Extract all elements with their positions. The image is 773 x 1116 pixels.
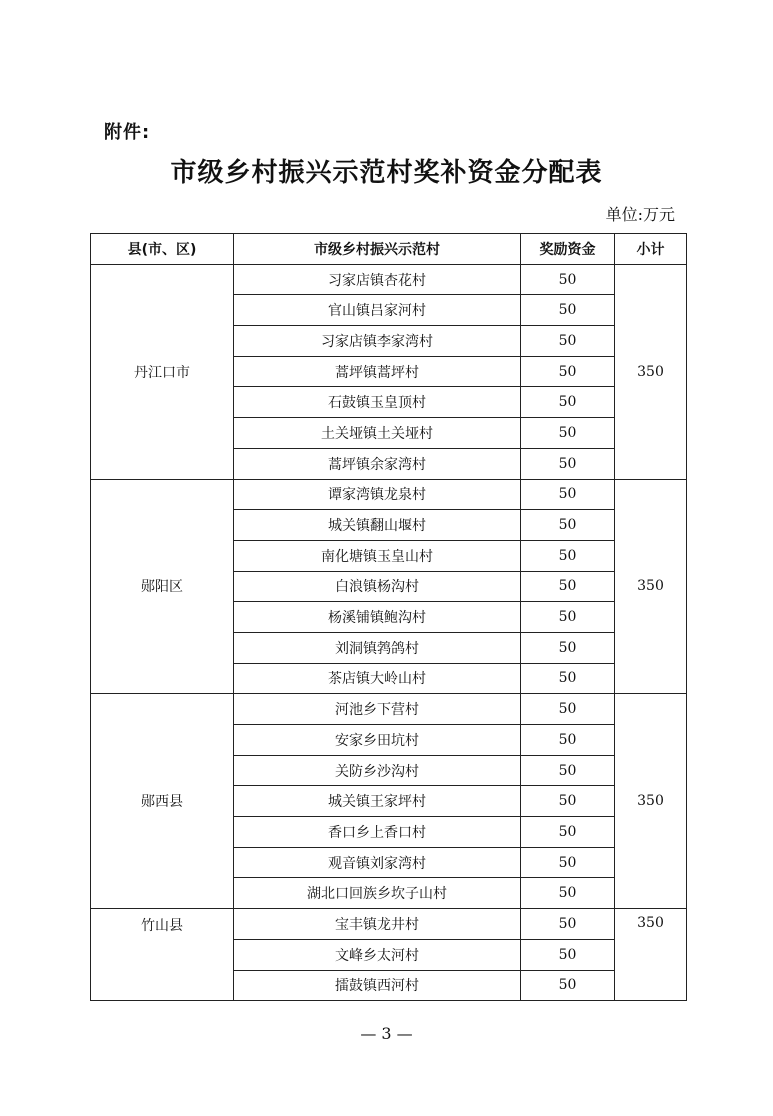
award-cell: 50: [521, 540, 615, 571]
award-cell: 50: [521, 878, 615, 909]
county-cell: 丹江口市: [91, 264, 234, 479]
village-cell: 湖北口回族乡坎子山村: [234, 878, 521, 909]
village-cell: 香口乡上香口村: [234, 817, 521, 848]
table-row: [91, 909, 687, 940]
village-cell: 茶店镇大岭山村: [234, 663, 521, 694]
village-cell: 观音镇刘家湾村: [234, 847, 521, 878]
subtotal-cell: 350: [615, 694, 687, 909]
subtotal-cell: 350: [615, 264, 687, 479]
header-subtotal: 小计: [615, 234, 687, 265]
header-village: 市级乡村振兴示范村: [234, 234, 521, 265]
award-cell: 50: [521, 632, 615, 663]
header-county: 县(市、区): [91, 234, 234, 265]
award-cell: 50: [521, 602, 615, 633]
village-cell: 文峰乡太河村: [234, 939, 521, 970]
award-cell: 50: [521, 356, 615, 387]
header-award: 奖励资金: [521, 234, 615, 265]
award-cell: 50: [521, 694, 615, 725]
village-cell: 南化塘镇玉皇山村: [234, 540, 521, 571]
award-cell: 50: [521, 786, 615, 817]
village-cell: 蒿坪镇余家湾村: [234, 448, 521, 479]
award-cell: 50: [521, 847, 615, 878]
village-cell: 石鼓镇玉皇顶村: [234, 387, 521, 418]
award-cell: 50: [521, 510, 615, 541]
award-cell: 50: [521, 295, 615, 326]
award-cell: 50: [521, 909, 615, 940]
award-cell: 50: [521, 326, 615, 357]
document-title: 市级乡村振兴示范村奖补资金分配表: [170, 158, 603, 188]
village-cell: 谭家湾镇龙泉村: [234, 479, 521, 510]
award-cell: 50: [521, 817, 615, 848]
award-cell: 50: [521, 755, 615, 786]
award-cell: 50: [521, 571, 615, 602]
award-cell: 50: [521, 448, 615, 479]
award-cell: 50: [521, 479, 615, 510]
village-cell: 土关垭镇土关垭村: [234, 418, 521, 449]
subtotal-cell: 350: [615, 909, 687, 1001]
award-cell: 50: [521, 970, 615, 1001]
village-cell: 习家店镇杏花村: [234, 264, 521, 295]
table-row: [91, 479, 687, 510]
village-cell: 官山镇吕家河村: [234, 295, 521, 326]
table-header-row: [91, 234, 687, 265]
attachment-label: 附件:: [104, 122, 151, 143]
village-cell: 城关镇王家坪村: [234, 786, 521, 817]
award-cell: 50: [521, 387, 615, 418]
village-cell: 河池乡下营村: [234, 694, 521, 725]
table-row: [91, 694, 687, 725]
award-cell: 50: [521, 418, 615, 449]
village-cell: 习家店镇李家湾村: [234, 326, 521, 357]
award-cell: 50: [521, 264, 615, 295]
county-cell: 郧阳区: [91, 479, 234, 694]
award-cell: 50: [521, 725, 615, 756]
table-row: [91, 264, 687, 295]
subtotal-cell: 350: [615, 479, 687, 694]
page-number: — 3 —: [360, 1024, 413, 1043]
award-cell: 50: [521, 663, 615, 694]
award-cell: 50: [521, 939, 615, 970]
village-cell: 关防乡沙沟村: [234, 755, 521, 786]
village-cell: 杨溪铺镇鲍沟村: [234, 602, 521, 633]
village-cell: 刘洞镇鹁鸽村: [234, 632, 521, 663]
village-cell: 擂鼓镇西河村: [234, 970, 521, 1001]
village-cell: 白浪镇杨沟村: [234, 571, 521, 602]
county-cell: 竹山县: [91, 909, 234, 1001]
village-cell: 蒿坪镇蒿坪村: [234, 356, 521, 387]
village-cell: 城关镇翻山堰村: [234, 510, 521, 541]
village-cell: 安家乡田坑村: [234, 725, 521, 756]
village-cell: 宝丰镇龙井村: [234, 909, 521, 940]
allocation-table: [90, 233, 687, 1001]
unit-label: 单位:万元: [605, 205, 675, 224]
county-cell: 郧西县: [91, 694, 234, 909]
